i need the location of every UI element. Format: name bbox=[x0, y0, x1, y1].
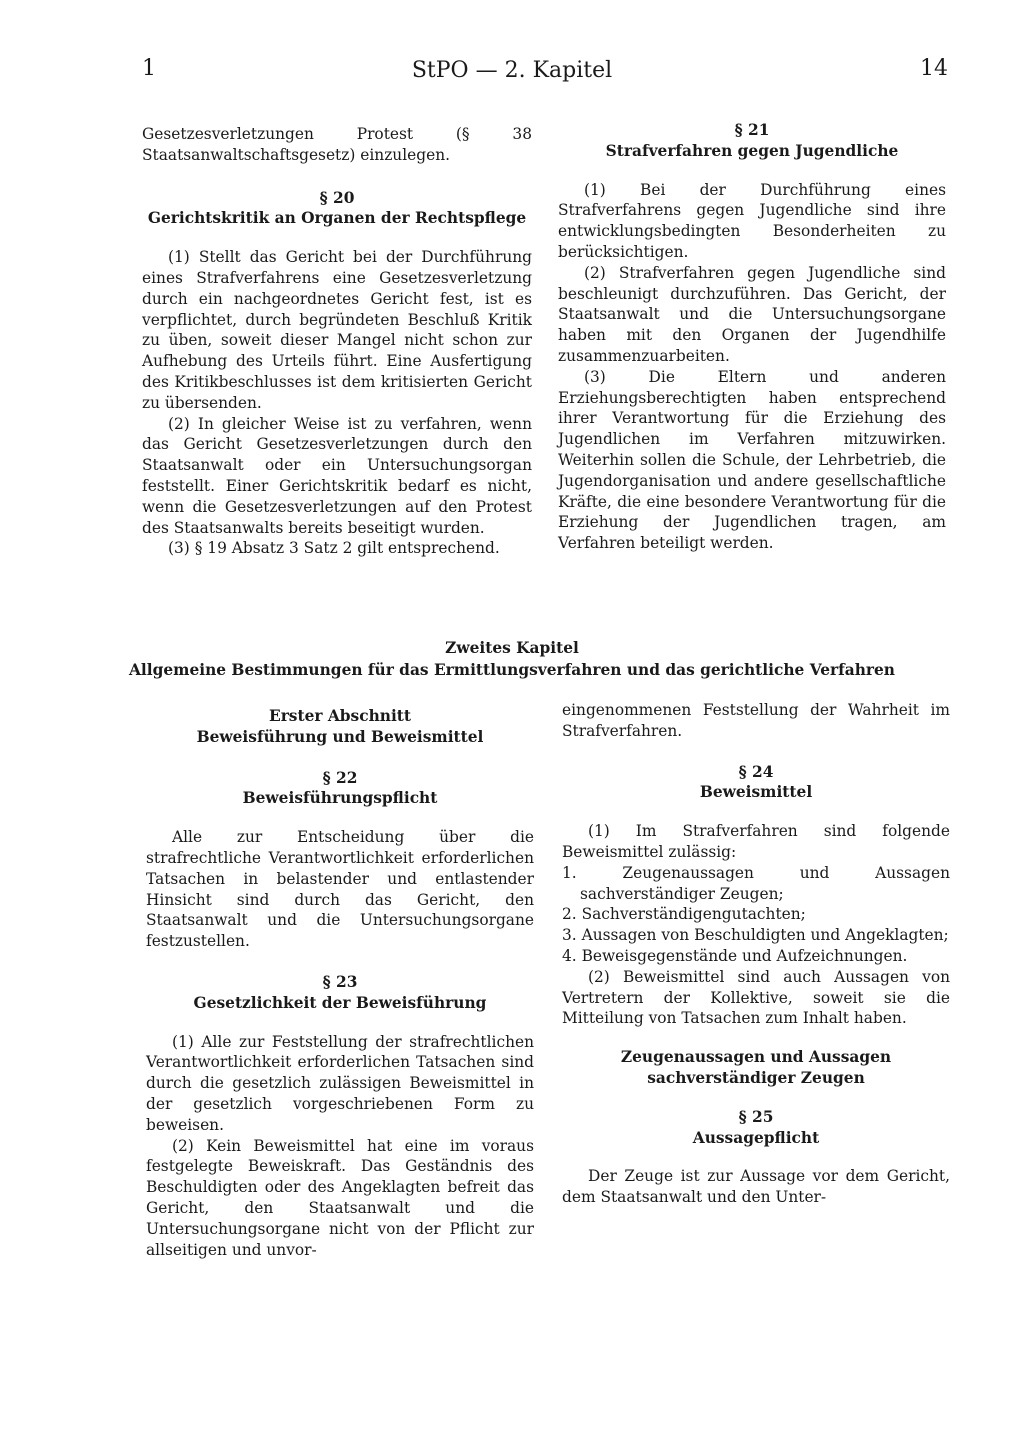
section-title-24: Beweismittel bbox=[699, 783, 813, 802]
paragraph-21-1: (1) Bei der Durchführung eines Strafverfahrens gegen Jugendliche sind ihre entwicklungsbedingten Besonderheiten zu berücksichtigen. bbox=[558, 180, 946, 261]
section-number-22: § 22 bbox=[322, 768, 358, 787]
bottom-left-column bbox=[146, 706, 534, 1260]
paragraph-20-3: (3) § 19 Absatz 3 Satz 2 gilt entsprechend. bbox=[168, 539, 500, 558]
paragraph-24-1: (1) Im Strafverfahren sind folgende Beweismittel zulässig: bbox=[562, 822, 950, 861]
chapter-title: Allgemeine Bestimmungen für das Ermittlungsverfahren und das gerichtliche Verfahren bbox=[128, 661, 895, 679]
abschnitt-title: Beweisführung und Beweismittel bbox=[196, 727, 484, 746]
paragraph-20-1: (1) Stellt das Gericht bei der Durchführung eines Strafverfahrens eine Gesetzesverletzung durch ein nachgeordnetes Gericht fest, ist es verpflichtet, durch begründeten Beschluß Kritik zu üben, soweit dieser Mangel nicht schon zur Aufhebung des Urteils führt. Eine Ausfertigung des Kritikbeschlusses ist dem kritisierten Gericht zu übersenden. bbox=[142, 248, 532, 412]
list-item: 1. Zeugenaussagen und Aussagen sachverständiger Zeugen; bbox=[562, 863, 950, 903]
section-title-22: Beweisführungspflicht bbox=[242, 789, 438, 808]
paragraph-20-2: (2) In gleicher Weise ist zu verfahren, wenn das Gericht Gesetzesverletzungen durch den Staatsanwalt oder ein Untersuchungsorgan feststellt. Einer Gerichtskritik bedarf es nicht, wenn die Gesetzesverletzungen auf den Protest des Staatsanwalts bereits beseitigt wurden. bbox=[142, 414, 532, 537]
top-left-column bbox=[142, 124, 532, 559]
continued-paragraph-right: eingenommenen Feststellung der Wahrheit im Strafverfahren. bbox=[562, 701, 950, 740]
list-item: 4. Beweisgegenstände und Aufzeichnungen. bbox=[562, 946, 908, 965]
abschnitt-label: Erster Abschnitt bbox=[268, 707, 412, 725]
subheading-line-2: sachverständiger Zeugen bbox=[647, 1068, 865, 1087]
section-number-24: § 24 bbox=[738, 762, 774, 781]
list-item: 3. Aussagen von Beschuldigten und Angeklagten; bbox=[562, 926, 949, 945]
paragraph-24-2: (2) Beweismittel sind auch Aussagen von Vertretern der Kollektive, soweit sie die Mitteilung von Tatsachen zum Inhalt haben. bbox=[562, 967, 950, 1028]
list-item: 2. Sachverständigengutachten; bbox=[562, 905, 806, 924]
section-number-23: § 23 bbox=[322, 972, 358, 991]
top-right-column bbox=[558, 120, 946, 554]
page-marker-left: 1 bbox=[142, 56, 156, 81]
section-number-25: § 25 bbox=[738, 1107, 774, 1126]
chapter-label: Zweites Kapitel bbox=[445, 639, 579, 657]
section-title-20: Gerichtskritik an Organen der Rechtspflege bbox=[147, 209, 527, 228]
section-title-23: Gesetzlichkeit der Beweisführung bbox=[193, 993, 487, 1012]
paragraph-22-1: Alle zur Entscheidung über die strafrechtliche Verantwortlichkeit erforderlichen Tatsachen in belastender und entlastender Hinsicht sind durch das Gericht, den Staatsanwalt und die Untersuchungsorgane festzustellen. bbox=[146, 828, 534, 951]
paragraph-21-3: (3) Die Eltern und anderen Erziehungsberechtigten haben entsprechend ihrer Verantwortung für die Erziehung des Jugendlichen im Verfahren mitzuwirken. Weiterhin sollen die Schule, der Lehrbetrieb, die Jugendorganisation und andere gesellschaftliche Kräfte, die eine besondere Verantwortung für die Erziehung der Jugendlichen tragen, am Verfahren beteiligt werden. bbox=[558, 367, 946, 553]
section-title-21: Strafverfahren gegen Jugendliche bbox=[605, 141, 899, 160]
continued-paragraph: Gesetzesverletzungen Protest (§ 38 Staatsanwaltschaftsgesetz) einzulegen. bbox=[142, 125, 532, 164]
running-header: StPO — 2. Kapitel bbox=[411, 58, 613, 83]
bottom-right-column bbox=[562, 700, 950, 1208]
paragraph-25-1: Der Zeuge ist zur Aussage vor dem Gericht, dem Staatsanwalt und den Unter- bbox=[562, 1167, 950, 1207]
page-number: 14 bbox=[920, 56, 948, 81]
section-number-20: § 20 bbox=[319, 188, 355, 207]
section-title-25: Aussagepflicht bbox=[692, 1128, 820, 1147]
subheading-line-1: Zeugenaussagen und Aussagen bbox=[620, 1048, 892, 1067]
section-number-21: § 21 bbox=[734, 121, 770, 139]
paragraph-21-2: (2) Strafverfahren gegen Jugendliche sind beschleunigt durchzuführen. Das Gericht, der Staatsanwalt und die Untersuchungsorgane haben mit den Organen der Jugendhilfe zusammenzuarbeiten. bbox=[558, 263, 946, 365]
paragraph-23-1: (1) Alle zur Feststellung der strafrechtlichen Verantwortlichkeit erforderlichen Tatsachen sind durch die gesetzlich zulässigen Beweismittel in der gesetzlich vorgeschriebenen Form zu beweisen. bbox=[146, 1032, 534, 1134]
paragraph-23-2: (2) Kein Beweismittel hat eine im voraus festgelegte Beweiskraft. Das Geständnis des Beschuldigten oder des Angeklagten befreit das Gericht, den Staatsanwalt und die Untersuchungsorgane nicht von der Pflicht zur allseitigen und unvor- bbox=[146, 1136, 534, 1259]
